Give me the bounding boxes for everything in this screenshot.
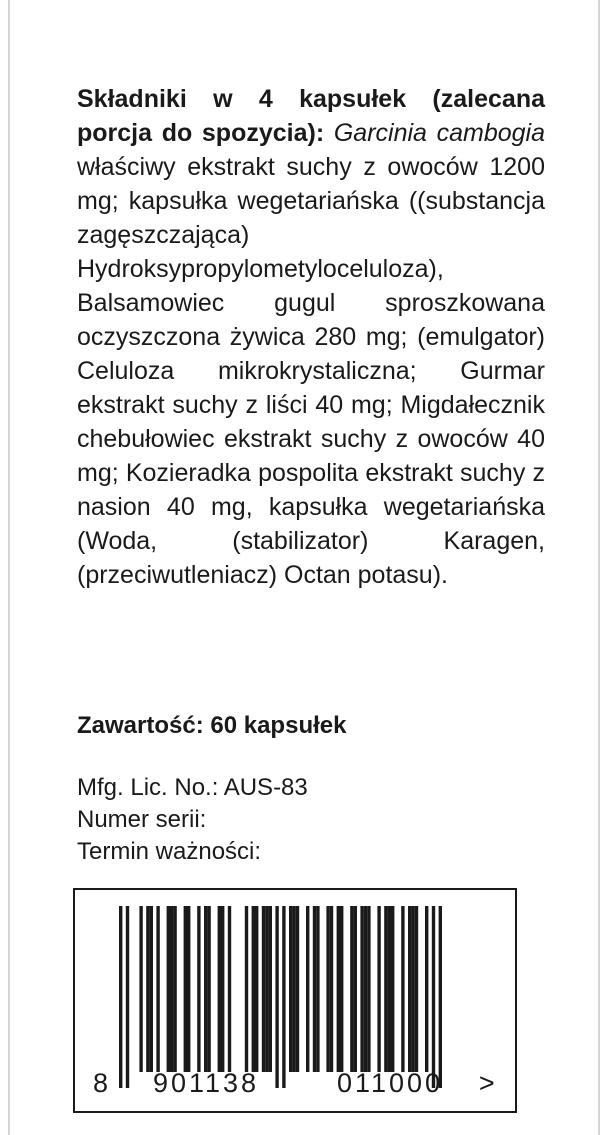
barcode-bar — [364, 906, 367, 1072]
barcode-bar — [425, 906, 428, 1072]
barcode-bar — [262, 906, 265, 1072]
barcode-bar — [289, 906, 292, 1072]
barcode-bar — [184, 906, 187, 1072]
barcode-bar — [170, 906, 173, 1072]
product-label — [77, 82, 546, 865]
barcode-bar — [252, 906, 255, 1072]
barcode-bar — [330, 906, 333, 1072]
barcode-bar — [167, 906, 170, 1072]
barcode-bar — [156, 906, 159, 1072]
barcode-bar — [221, 906, 224, 1072]
barcode-bar — [255, 906, 258, 1072]
barcode-bar — [207, 906, 210, 1072]
barcode-left-group: 901138 — [152, 1068, 260, 1098]
barcode-bar — [408, 906, 411, 1072]
barcode-bar — [360, 906, 363, 1072]
barcode-bar — [388, 906, 391, 1072]
batch-number-label: Numer serii: — [77, 806, 207, 833]
barcode-bar — [384, 906, 387, 1072]
barcode-bar — [146, 906, 149, 1072]
barcode-bar — [150, 906, 153, 1072]
barcode-box — [73, 888, 517, 1113]
barcode-bar — [340, 906, 343, 1072]
barcode-bar — [367, 906, 370, 1072]
barcode-bar — [316, 906, 319, 1072]
barcode-first-digit: 8 — [93, 1068, 109, 1098]
barcode-guard-bar — [439, 906, 442, 1088]
barcode-guard-bar — [432, 906, 435, 1088]
barcode-guard-bar — [282, 906, 285, 1088]
barcode-quiet-zone-marker: > — [478, 1068, 496, 1098]
ingredients-paragraph — [77, 82, 545, 592]
license-number: Mfg. Lic. No.: AUS-83 — [77, 774, 308, 801]
barcode-guard-bar — [119, 906, 122, 1088]
barcode-bar — [197, 906, 200, 1072]
barcode-bar — [218, 906, 221, 1072]
barcode-bar — [350, 906, 353, 1072]
barcode-bar — [354, 906, 357, 1072]
ingredients-latin-name: Garcinia cambogia — [333, 119, 546, 147]
barcode-bar — [411, 906, 414, 1072]
barcode-bar — [296, 906, 299, 1072]
barcode-bar — [139, 906, 142, 1072]
barcode-bar — [292, 906, 295, 1072]
barcode-guard-bar — [275, 906, 278, 1088]
barcode-bar — [245, 906, 248, 1072]
expiry-date-label: Termin ważności: — [77, 838, 262, 865]
barcode-bar — [326, 906, 329, 1072]
barcode-bar — [204, 906, 207, 1072]
barcode-bar — [173, 906, 176, 1072]
barcode-bar — [228, 906, 231, 1072]
barcode-bar — [187, 906, 190, 1072]
barcode-bar — [269, 906, 272, 1072]
barcode-bar — [265, 906, 268, 1072]
barcode-bar — [401, 906, 404, 1072]
barcode-bar — [313, 906, 316, 1072]
barcode-bar — [306, 906, 309, 1072]
manufacturing-info — [77, 772, 308, 868]
barcode-right-group: 011000 — [336, 1068, 444, 1098]
barcode-digits — [93, 1068, 499, 1099]
ingredients-text: właściwy ekstrakt suchy z owoców 1200 mg; kapsułka wegetariańska ((substancja zagęszczająca) Hydroksypropylometyloceluloza), Balsamowiec gugul sproszkowana oczyszczona żywica 280 mg; (emulgator) Celuloza mikrokrystaliczna; Gurmar ekstrakt suchy z liści 40 mg; Migdałecznik chebułowiec ekstrakt suchy z owoców 40 mg; Kozieradka pospolita ekstrakt suchy z nasion 40 mg, kapsułka wegetariańska (Woda, (stabilizator) Karagen, (przeciwutleniacz) Octan potasu). — [77, 153, 545, 589]
contents-line: Zawartość: 60 kapsułek — [77, 712, 347, 739]
barcode-guard-bar — [126, 906, 129, 1088]
barcode-bar — [415, 906, 418, 1072]
ingredients-heading: Składniki w 4 kapsułek (zalecana porcja do spozycia): — [77, 85, 545, 147]
barcode-bar — [377, 906, 380, 1072]
barcode-bar — [337, 906, 340, 1072]
barcode-bar — [391, 906, 394, 1072]
